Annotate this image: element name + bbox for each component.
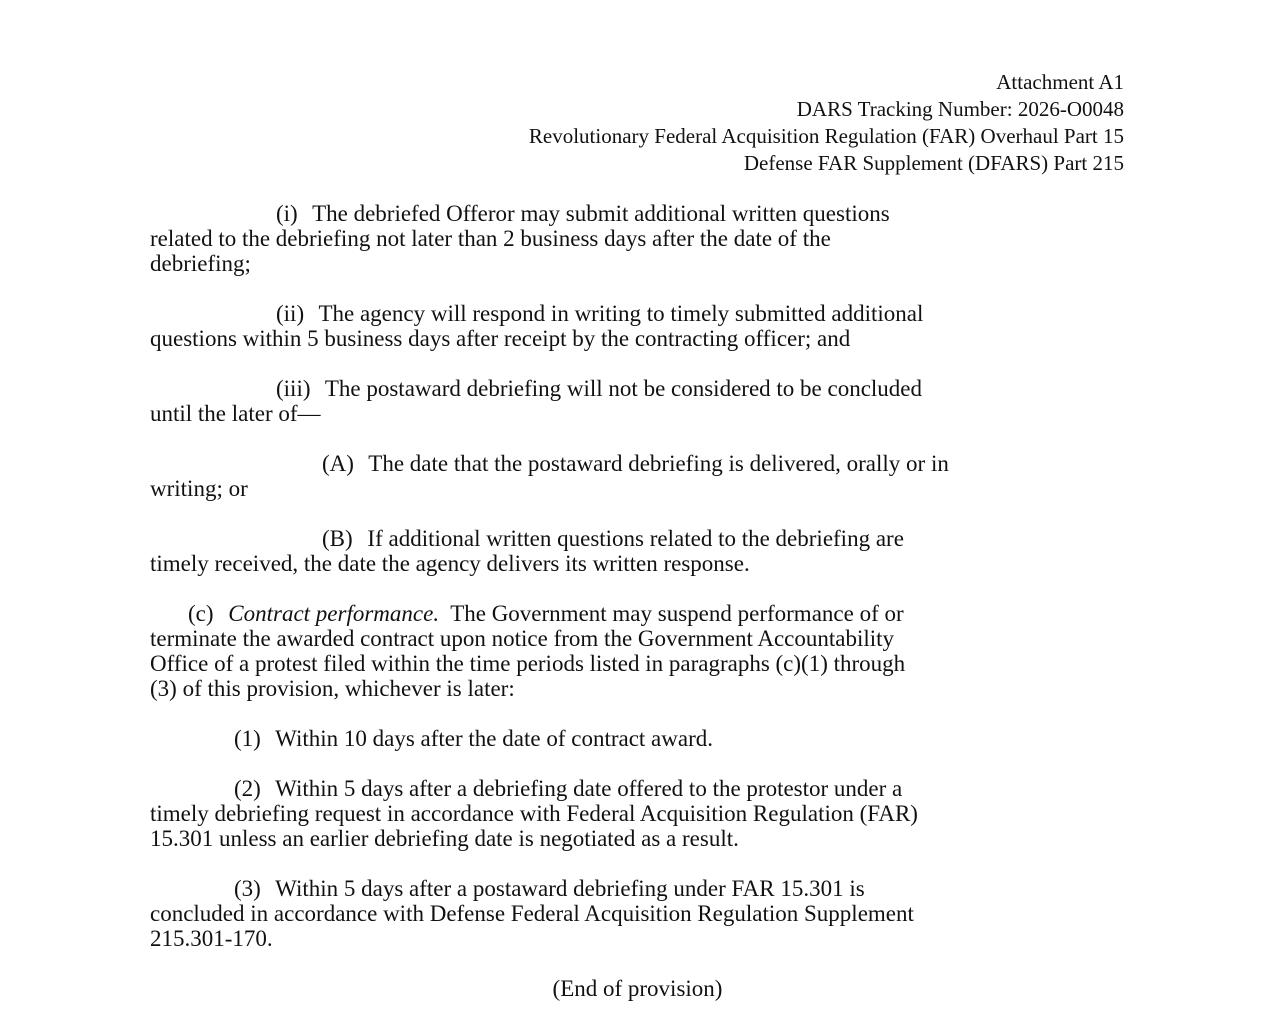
paragraph-3: [150, 876, 1130, 951]
tracking-number: DARS Tracking Number: 2026-O0048: [796, 97, 1124, 121]
paragraph-text: The Government may suspend performance of or: [450, 601, 904, 626]
paragraph-text: Office of a protest filed within the time periods listed in paragraphs (c)(1) through: [150, 651, 906, 676]
paragraph-label: (A): [322, 451, 354, 476]
end-of-provision: (End of provision): [552, 976, 723, 1001]
paragraph-label: (1): [234, 726, 261, 751]
paragraph-label: (2): [234, 776, 261, 801]
paragraph-label: (c): [188, 601, 214, 626]
paragraph-1: [150, 726, 1130, 751]
dfars-part-title: Defense FAR Supplement (DFARS) Part 215: [743, 151, 1124, 175]
paragraph-A: [150, 451, 1130, 501]
paragraph-text: timely received, the date the agency delivers its written response.: [150, 551, 750, 576]
paragraph-text: timely debriefing request in accordance with Federal Acquisition Regulation (FAR): [150, 801, 918, 826]
paragraph-text: 215.301-170.: [150, 926, 273, 951]
paragraph-text: terminate the awarded contract upon notice from the Government Accountability: [150, 626, 895, 651]
paragraph-B: [150, 526, 1130, 576]
paragraph-label: (ii): [276, 301, 305, 326]
paragraph-text: (3) of this provision, whichever is later:: [150, 676, 515, 701]
paragraph-text: The postaward debriefing will not be considered to be concluded: [324, 376, 923, 401]
paragraph-label: (iii): [276, 376, 311, 401]
paragraph-label: (3): [234, 876, 261, 901]
paragraph-text: The agency will respond in writing to timely submitted additional: [318, 301, 924, 326]
document-body: [150, 201, 1130, 976]
paragraph-text: questions within 5 business days after receipt by the contracting officer; and: [150, 326, 851, 351]
paragraph-text: If additional written questions related to the debriefing are: [367, 526, 904, 551]
paragraph-i: [150, 201, 1130, 276]
paragraph-heading: Contract performance.: [228, 601, 440, 626]
paragraph-text: The debriefed Offeror may submit additional written questions: [312, 201, 890, 226]
paragraph-text: writing; or: [150, 476, 248, 501]
attachment-label: Attachment A1: [996, 70, 1124, 94]
paragraph-text: debriefing;: [150, 251, 251, 276]
paragraph-c: [150, 601, 1130, 701]
paragraph-ii: [150, 301, 1130, 351]
paragraph-iii: [150, 376, 1130, 426]
document-header: [529, 69, 1124, 177]
paragraph-text: until the later of—: [150, 401, 321, 426]
paragraph-text: Within 5 days after a debriefing date offered to the protestor under a: [275, 776, 903, 801]
paragraph-label: (i): [276, 201, 298, 226]
paragraph-text: Within 10 days after the date of contract award.: [275, 726, 713, 751]
paragraph-text: The date that the postaward debriefing is delivered, orally or in: [368, 451, 949, 476]
paragraph-text: Within 5 days after a postaward debriefing under FAR 15.301 is: [275, 876, 865, 901]
paragraph-text: related to the debriefing not later than 2 business days after the date of the: [150, 226, 831, 251]
paragraph-text: concluded in accordance with Defense Federal Acquisition Regulation Supplement: [150, 901, 914, 926]
paragraph-label: (B): [322, 526, 353, 551]
paragraph-text: 15.301 unless an earlier debriefing date is negotiated as a result.: [150, 826, 739, 851]
far-part-title: Revolutionary Federal Acquisition Regulation (FAR) Overhaul Part 15: [528, 124, 1124, 148]
paragraph-2: [150, 776, 1130, 851]
